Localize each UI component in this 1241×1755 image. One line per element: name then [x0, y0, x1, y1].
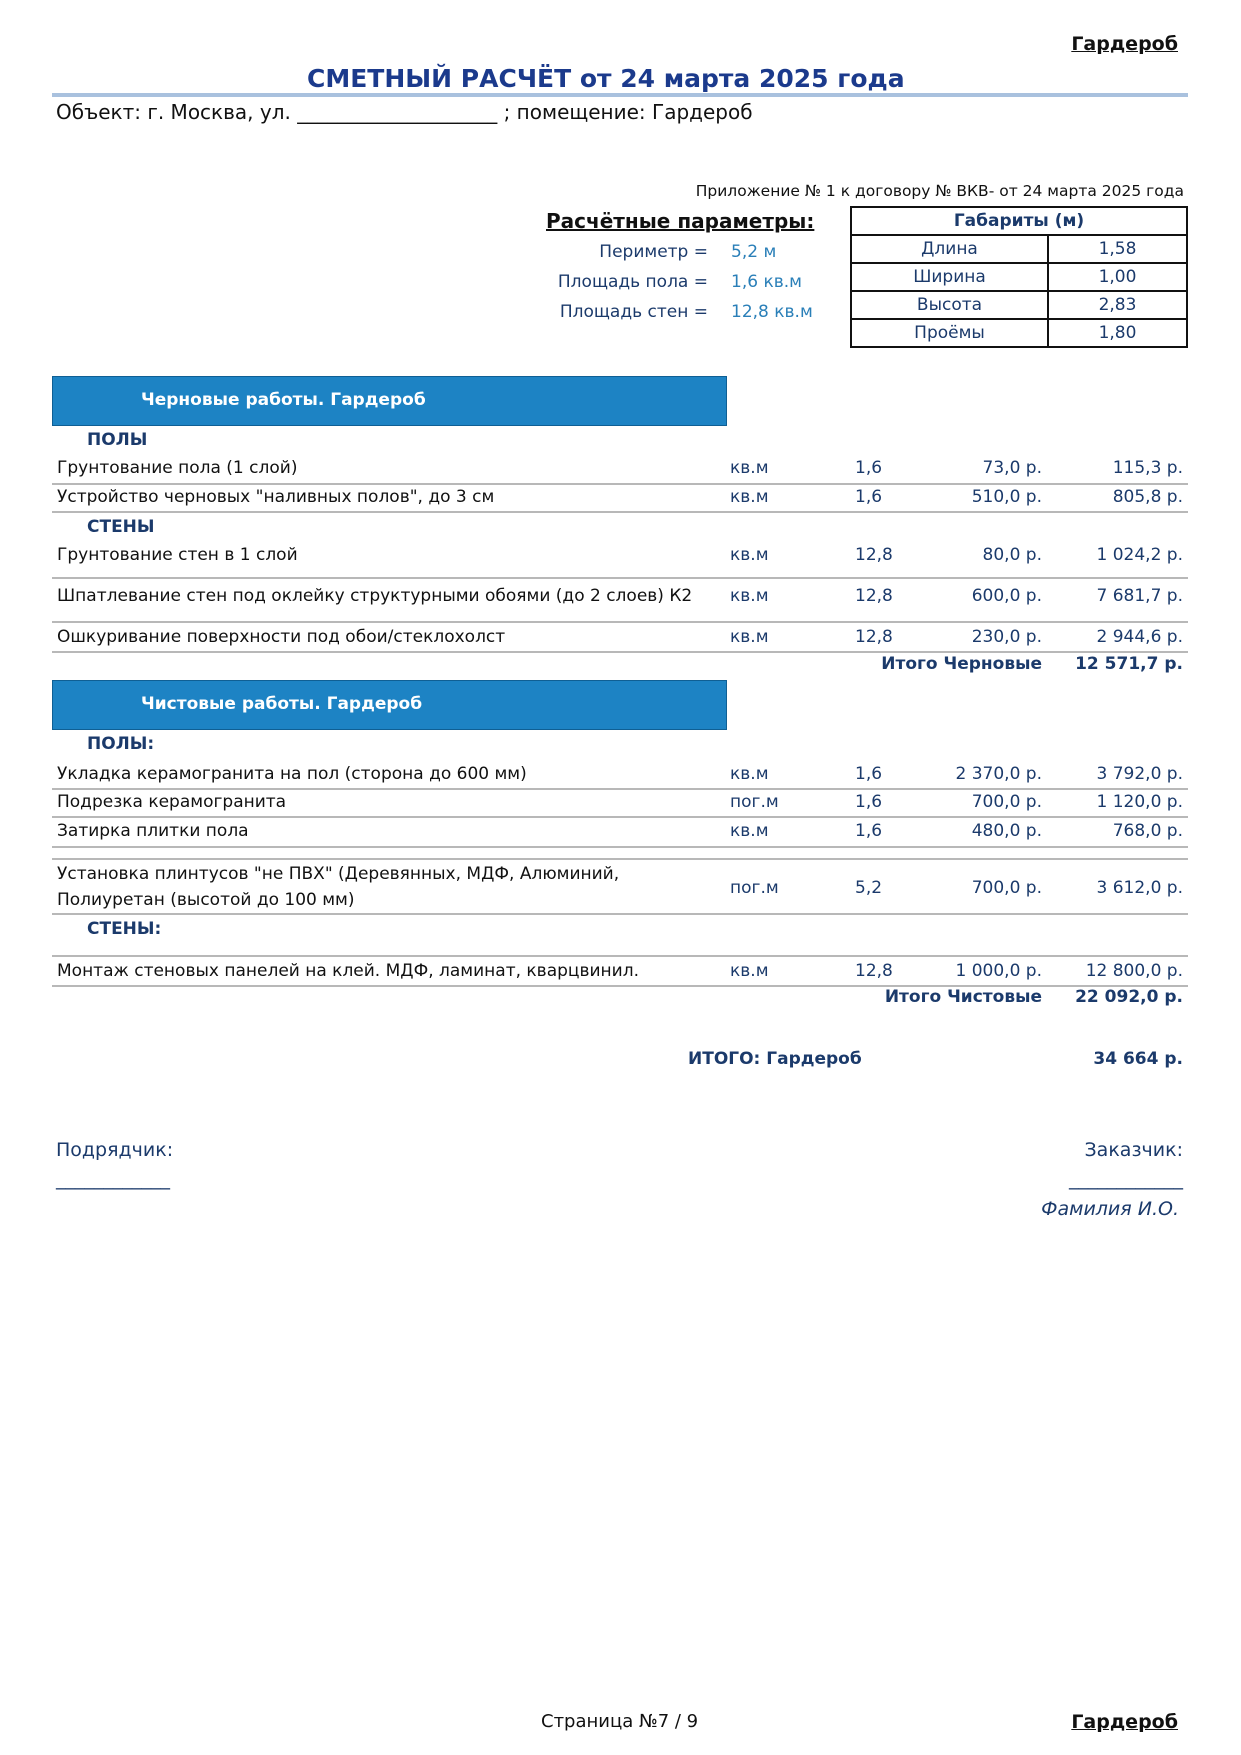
work-price: 80,0 р. [982, 545, 1042, 565]
work-price: 2 370,0 р. [955, 764, 1042, 784]
work-total: 12 800,0 р. [1085, 961, 1183, 981]
work-price: 230,0 р. [971, 627, 1042, 647]
work-total: 1 024,2 р. [1096, 545, 1183, 565]
customer-signature-line: ____________ [1069, 1168, 1183, 1190]
work-name: Затирка плитки пола [57, 821, 249, 841]
work-unit: кв.м [730, 545, 769, 565]
work-price: 700,0 р. [971, 878, 1042, 898]
grand-total-value: 34 664 р. [1093, 1049, 1183, 1069]
work-name: Установка плинтусов "не ПВХ" (Деревянных, МДФ, Алюминий, [57, 864, 620, 884]
row-divider [52, 788, 1188, 790]
work-unit: пог.м [730, 792, 779, 812]
work-qty: 12,8 [855, 961, 893, 981]
work-qty: 1,6 [855, 821, 883, 841]
work-total: 7 681,7 р. [1096, 586, 1183, 606]
subtotal-value: 12 571,7 р. [1075, 654, 1183, 674]
dimension-label: Длина [851, 235, 1048, 263]
work-total: 115,3 р. [1112, 458, 1183, 478]
work-price: 1 000,0 р. [955, 961, 1042, 981]
dimension-value: 2,83 [1048, 291, 1187, 319]
work-qty: 12,8 [855, 627, 893, 647]
work-qty: 1,6 [855, 487, 883, 507]
subtotal-label: Итого Чистовые [884, 987, 1042, 1007]
work-price: 600,0 р. [971, 586, 1042, 606]
customer-label: Заказчик: [1084, 1139, 1183, 1161]
dimension-label: Ширина [851, 263, 1048, 291]
subsection-walls: СТЕНЫ: [87, 919, 162, 939]
work-total: 1 120,0 р. [1096, 792, 1183, 812]
param-value: 5,2 м [731, 242, 777, 262]
dimensions-table [850, 206, 1188, 348]
work-qty: 1,6 [855, 458, 883, 478]
work-total: 3 792,0 р. [1096, 764, 1183, 784]
work-price: 510,0 р. [971, 487, 1042, 507]
work-name: Укладка керамогранита на пол (сторона до 600 мм) [57, 764, 527, 784]
work-name: Шпатлевание стен под оклейку структурными обоями (до 2 слоев) К2 [57, 586, 693, 606]
work-price: 480,0 р. [971, 821, 1042, 841]
row-divider [52, 858, 1188, 860]
subsection-walls: СТЕНЫ [87, 517, 155, 537]
row-divider [52, 651, 1188, 653]
row-divider [52, 913, 1188, 915]
row-divider [52, 621, 1188, 623]
section-header-title: Чистовые работы. Гардероб [141, 694, 423, 714]
work-unit: кв.м [730, 821, 769, 841]
corner-label-top: Гардероб [1071, 33, 1178, 55]
work-unit: кв.м [730, 764, 769, 784]
work-qty: 12,8 [855, 586, 893, 606]
param-value: 12,8 кв.м [731, 302, 813, 322]
work-total: 805,8 р. [1112, 487, 1183, 507]
customer-name: Фамилия И.О. [1041, 1198, 1179, 1220]
subtotal-value: 22 092,0 р. [1075, 987, 1183, 1007]
corner-label-bottom: Гардероб [1071, 1711, 1178, 1733]
dimensions-title: Габариты (м) [851, 207, 1187, 235]
row-divider [52, 511, 1188, 513]
work-total: 768,0 р. [1112, 821, 1183, 841]
work-name: Ошкуривание поверхности под обои/стеклохолст [57, 627, 506, 647]
subsection-floors: ПОЛЫ [87, 430, 148, 450]
work-name: Монтаж стеновых панелей на клей. МДФ, ламинат, кварцвинил. [57, 961, 639, 981]
table-row [52, 864, 1188, 916]
row-divider [52, 483, 1188, 485]
work-unit: кв.м [730, 458, 769, 478]
section-header-title: Черновые работы. Гардероб [141, 390, 426, 410]
work-total: 2 944,6 р. [1096, 627, 1183, 647]
dimension-label: Высота [851, 291, 1048, 319]
dimension-label: Проёмы [851, 319, 1048, 347]
work-price: 700,0 р. [971, 792, 1042, 812]
subtotal-label: Итого Черновые [881, 654, 1042, 674]
grand-total-label: ИТОГО: Гардероб [688, 1049, 862, 1069]
param-label: Площадь пола = [557, 272, 708, 292]
title-underline [52, 93, 1188, 97]
work-qty: 1,6 [855, 792, 883, 812]
object-line: Объект: г. Москва, ул. ____________________ ; помещение: Гардероб [56, 100, 753, 124]
param-label: Площадь стен = [559, 302, 708, 322]
appendix-line: Приложение № 1 к договору № ВКВ- от 24 марта 2025 года [695, 182, 1184, 200]
work-price: 73,0 р. [982, 458, 1042, 478]
work-name: Подрезка керамогранита [57, 792, 287, 812]
section-header-finish [52, 680, 727, 730]
subsection-floors: ПОЛЫ: [87, 734, 155, 754]
work-name: Устройство черновых "наливных полов", до 3 см [57, 487, 495, 507]
work-qty: 5,2 [855, 878, 883, 898]
work-unit: пог.м [730, 878, 779, 898]
work-unit: кв.м [730, 961, 769, 981]
row-divider [52, 955, 1188, 957]
param-label: Периметр = [599, 242, 708, 262]
param-value: 1,6 кв.м [731, 272, 802, 292]
contractor-label: Подрядчик: [56, 1139, 174, 1161]
work-unit: кв.м [730, 627, 769, 647]
params-title: Расчётные параметры: [546, 209, 815, 233]
work-name: Грунтование стен в 1 слой [57, 545, 298, 565]
work-qty: 12,8 [855, 545, 893, 565]
work-unit: кв.м [730, 487, 769, 507]
work-total: 3 612,0 р. [1096, 878, 1183, 898]
work-qty: 1,6 [855, 764, 883, 784]
work-name: Грунтование пола (1 слой) [57, 458, 298, 478]
row-divider [52, 577, 1188, 579]
row-divider [52, 816, 1188, 818]
work-name-continued: Полиуретан (высотой до 100 мм) [57, 890, 355, 910]
row-divider [52, 846, 1188, 848]
page-number: Страница №7 / 9 [541, 1711, 699, 1732]
page-title: СМЕТНЫЙ РАСЧЁТ от 24 марта 2025 года [307, 64, 905, 93]
work-unit: кв.м [730, 586, 769, 606]
dimension-value: 1,58 [1048, 235, 1187, 263]
contractor-signature-line: ____________ [56, 1168, 170, 1190]
section-header-rough [52, 376, 727, 426]
dimension-value: 1,00 [1048, 263, 1187, 291]
dimension-value: 1,80 [1048, 319, 1187, 347]
